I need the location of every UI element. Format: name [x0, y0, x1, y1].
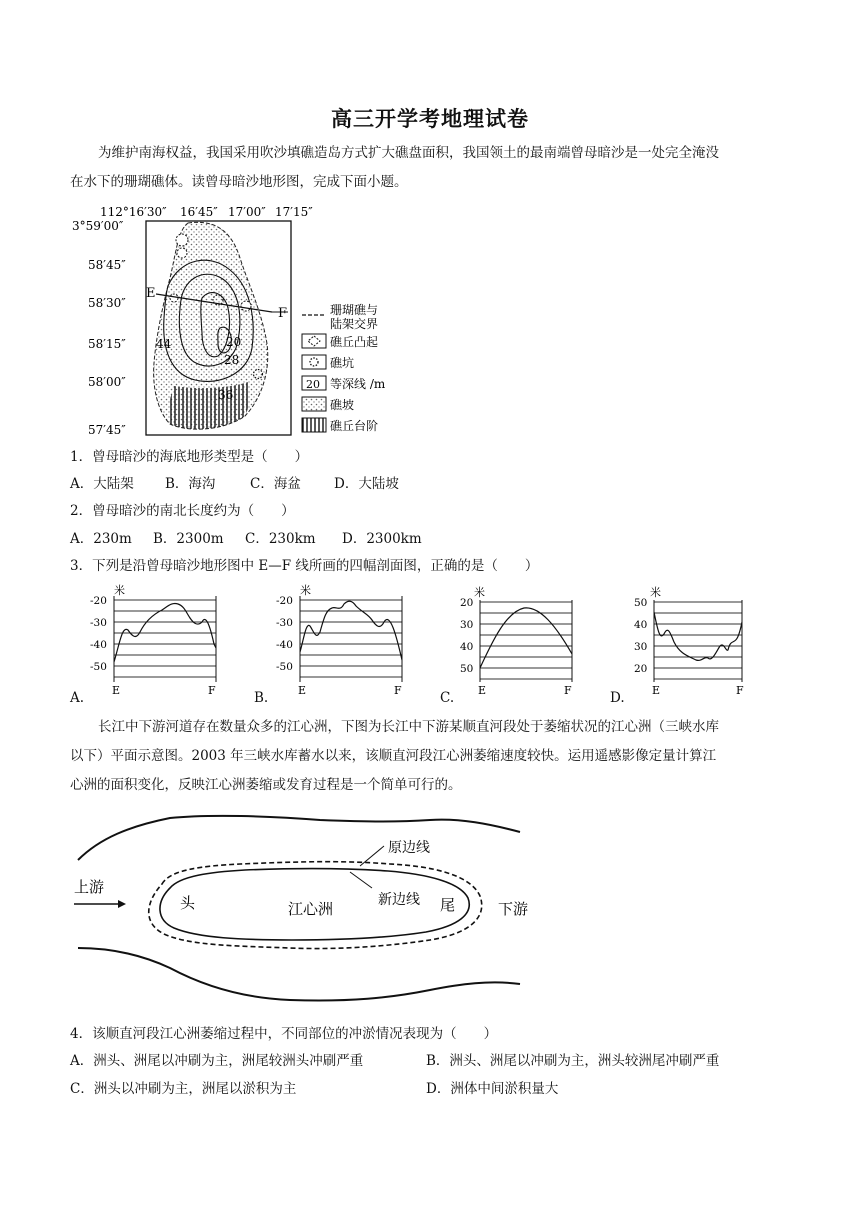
- y-tick: 40: [460, 641, 474, 653]
- y-tick: 30: [634, 641, 648, 653]
- question-2-option-b[interactable]: B．2300m: [153, 531, 224, 547]
- legend-slope-label: 礁坡: [330, 398, 355, 412]
- point-e-label: E: [146, 286, 156, 301]
- intro-paragraph-2-line-2: 以下）平面示意图。2003 年三峡水库蓄水以来，该顺直河段江心洲萎缩速度较快。运用遥感影像定量计算江: [70, 748, 717, 764]
- question-2-option-c[interactable]: C．230km: [245, 531, 316, 547]
- y-tick: 30: [460, 619, 474, 631]
- question-4-option-b[interactable]: B．洲头、洲尾以冲刷为主，洲头较洲尾冲刷严重: [426, 1053, 720, 1069]
- profile-b-option[interactable]: B.: [254, 690, 269, 706]
- intro-paragraph-2-line-1: 长江中下游河道存在数量众多的江心洲，下图为长江中下游某顺直河段处于萎缩状况的江心洲（三峡水库: [98, 719, 719, 735]
- y-tick: -40: [276, 639, 293, 651]
- island-name-label: 江心洲: [288, 900, 334, 918]
- f-label: F: [564, 684, 572, 697]
- lat-label: 57′45″: [88, 423, 126, 437]
- intro-paragraph-1-line-2: 在水下的珊瑚礁体。读曾母暗沙地形图，完成下面小题。: [70, 174, 408, 190]
- lat-label: 58′15″: [88, 337, 126, 351]
- question-4-option-a[interactable]: A．洲头、洲尾以冲刷为主，洲尾较洲头冲刷严重: [70, 1053, 364, 1069]
- lon-label: 16′45″: [180, 205, 218, 219]
- profile-chart-c[interactable]: [458, 582, 598, 700]
- profile-chart-d[interactable]: [630, 582, 770, 700]
- question-1-option-c[interactable]: C．海盆: [250, 476, 301, 492]
- y-tick: 50: [460, 663, 474, 675]
- lon-label: 112°16′30″: [100, 205, 167, 219]
- lon-label: 17′00″: [228, 205, 266, 219]
- y-tick: 40: [634, 619, 648, 631]
- question-1-option-b[interactable]: B．海沟: [165, 476, 216, 492]
- old-edge-label: 原边线: [388, 840, 430, 856]
- unit-label: 米: [300, 584, 311, 597]
- question-2-option-a[interactable]: A．230m: [70, 531, 132, 547]
- profile-line: [480, 608, 572, 668]
- unit-label: 米: [474, 586, 485, 599]
- y-tick: 20: [634, 663, 648, 675]
- island-tail-label: 尾: [440, 896, 456, 914]
- question-4-option-d[interactable]: D．洲体中间淤积量大: [426, 1081, 559, 1097]
- y-tick: -40: [90, 639, 107, 651]
- lat-label: 58′00″: [88, 375, 126, 389]
- lat-label: 3°59′00″: [72, 219, 124, 233]
- depth-label: 44: [156, 337, 172, 351]
- lon-label: 17′15″: [275, 205, 313, 219]
- profile-c-option[interactable]: C.: [440, 690, 455, 706]
- island-head-label: 头: [180, 894, 196, 912]
- y-tick: -50: [90, 661, 107, 673]
- e-label: E: [478, 684, 487, 697]
- upstream-label: 上游: [74, 878, 105, 896]
- point-f-label: F: [278, 306, 288, 321]
- profile-line: [654, 612, 742, 660]
- question-2-stem: 2．曾母暗沙的南北长度约为（ ）: [70, 503, 295, 519]
- y-tick: -20: [90, 595, 107, 607]
- legend-boundary-label-1: 珊瑚礁与: [330, 303, 379, 317]
- question-4-stem: 4．该顺直河段江心洲萎缩过程中，不同部位的冲淤情况表现为（ ）: [70, 1026, 498, 1042]
- y-tick: -30: [90, 617, 107, 629]
- legend-slope-symbol: [302, 397, 326, 411]
- new-edge-label: 新边线: [378, 892, 420, 908]
- profile-a-option[interactable]: A.: [70, 690, 85, 706]
- river-bank-bottom: [78, 948, 520, 1001]
- depth-label: 36: [218, 388, 234, 402]
- legend-contour-number: 20: [306, 378, 320, 391]
- y-tick: -30: [276, 617, 293, 629]
- y-tick: -20: [276, 595, 293, 607]
- depth-label: 28: [224, 353, 240, 367]
- e-label: E: [112, 684, 121, 697]
- page-title: 高三开学考地理试卷: [331, 106, 529, 131]
- legend-contour-label: 等深线 /m: [330, 377, 386, 391]
- legend-pit-label: 礁坑: [330, 356, 355, 370]
- f-label: F: [394, 684, 402, 697]
- profile-chart-b[interactable]: [272, 582, 412, 700]
- legend-terrace-label: 礁丘台阶: [330, 419, 379, 433]
- unit-label: 米: [650, 586, 661, 599]
- legend-pit-symbol: [302, 355, 326, 369]
- unit-label: 米: [114, 584, 125, 597]
- lat-label: 58′30″: [88, 296, 126, 310]
- lat-label: 58′45″: [88, 258, 126, 272]
- f-label: F: [736, 684, 744, 697]
- legend-mound-label: 礁丘凸起: [330, 335, 379, 349]
- y-tick: -50: [276, 661, 293, 673]
- map-legend: [302, 302, 386, 433]
- depth-label: 20: [226, 335, 242, 349]
- reef-terrace-area: [168, 382, 249, 429]
- question-1-option-a[interactable]: A．大陆架: [70, 476, 134, 492]
- profile-d-option[interactable]: D.: [610, 690, 625, 706]
- question-1-stem: 1．曾母暗沙的海底地形类型是（ ）: [70, 449, 309, 465]
- y-tick: 50: [634, 597, 648, 609]
- intro-paragraph-1-line-1: 为维护南海权益，我国采用吹沙填礁造岛方式扩大礁盘面积，我国领土的最南端曾母暗沙是一处完全淹没: [98, 145, 719, 161]
- profile-line: [300, 601, 402, 660]
- question-3-stem: 3．下列是沿曾母暗沙地形图中 E—F 线所画的四幅剖面图，正确的是（ ）: [70, 558, 539, 574]
- f-label: F: [208, 684, 216, 697]
- e-label: E: [298, 684, 307, 697]
- question-2-option-d[interactable]: D．2300km: [342, 531, 422, 547]
- profile-chart-a[interactable]: [86, 582, 226, 700]
- e-label: E: [652, 684, 661, 697]
- question-4-option-c[interactable]: C．洲头以冲刷为主，洲尾以淤积为主: [70, 1081, 297, 1097]
- intro-paragraph-2-line-3: 心洲的面积变化，反映江心洲萎缩或发育过程是一个简单可行的。: [70, 777, 462, 793]
- river-island-diagram: [70, 808, 540, 1013]
- legend-terrace-symbol: [302, 418, 326, 432]
- river-bank-top: [78, 816, 520, 860]
- downstream-label: 下游: [498, 900, 529, 918]
- legend-boundary-label-2: 陆架交界: [330, 317, 379, 331]
- zengmu-ansha-topographic-map: [70, 198, 420, 444]
- y-tick: 20: [460, 597, 474, 609]
- question-1-option-d[interactable]: D．大陆坡: [334, 476, 399, 492]
